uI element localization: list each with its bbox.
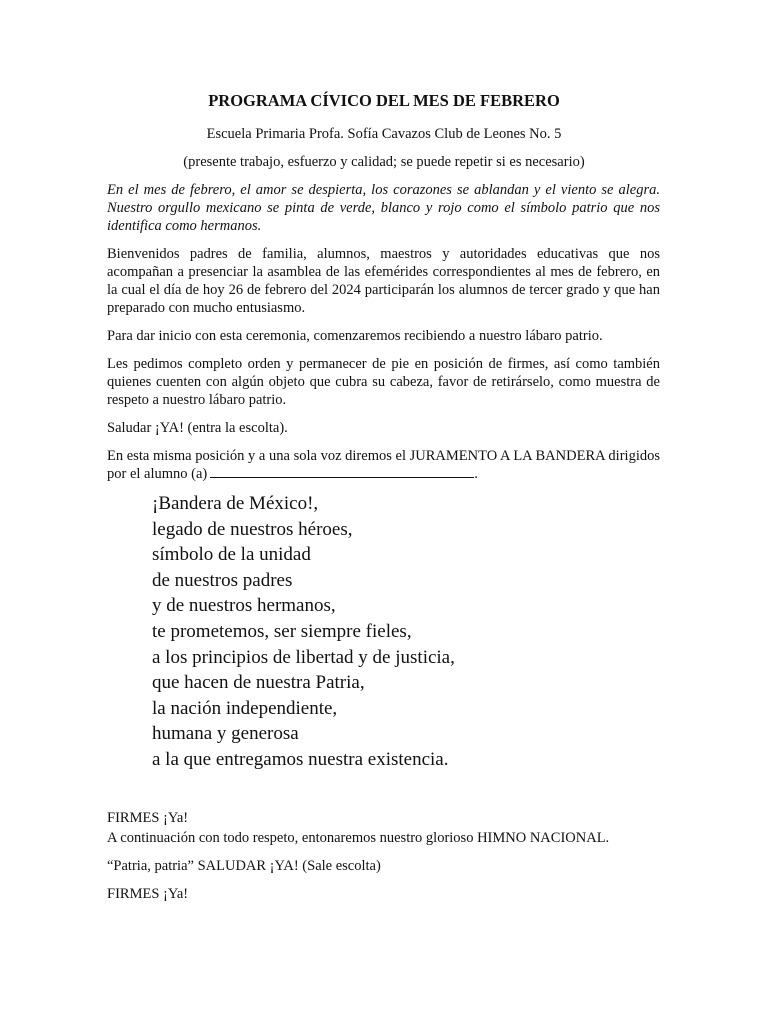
poem-line: a los principios de libertad y de justicia, [152,646,455,668]
student-name-blank-line [210,465,474,478]
flag-oath-poem [152,491,632,773]
patria-instruction: “Patria, patria” SALUDAR ¡YA! (Sale escolta) [107,858,381,874]
poem-line: de nuestros padres [152,569,293,591]
welcome-paragraph: Bienvenidos padres de familia, alumnos, maestros y autoridades educativas que nos acompañan a presenciar la asamblea de las efemérides correspondientes al mes de febrero, en la cual el día de hoy 26 de febrero del 2024 participarán los alumnos de tercer grado y que han preparado con mucho entusiasmo. [107,246,660,316]
oath-intro-end: . [474,466,478,482]
oath-intro-text: En esta misma posición y a una sola voz diremos el JURAMENTO A LA BANDERA dirigidos por el alumno (a) [107,448,660,482]
poem-line: la nación independiente, [152,697,338,719]
poem-line: símbolo de la unidad [152,544,311,566]
firmes-command: FIRMES ¡Ya! [107,886,189,902]
document-title: PROGRAMA CÍVICO DEL MES DE FEBRERO [208,91,560,110]
poem-line: ¡Bandera de México!, [152,493,319,514]
poem-line: legado de nuestros héroes, [152,518,353,540]
intro-paragraph: En el mes de febrero, el amor se despierta, los corazones se ablandan y el viento se alegra. Nuestro orgullo mexicano se pinta de verde, blanco y rojo como el símbolo patrio que nos identifica como hermanos. [107,182,660,234]
firmes-command: FIRMES ¡Ya! [107,810,189,826]
salute-instruction: Saludar ¡YA! (entra la escolta). [107,420,288,436]
school-name: Escuela Primaria Profa. Sofía Cavazos Club de Leones No. 5 [206,126,562,142]
anthem-paragraph: A continuación con todo respeto, entonaremos nuestro glorioso HIMNO NACIONAL. [107,830,610,846]
poem-line: que hacen de nuestra Patria, [152,672,365,694]
order-paragraph: Les pedimos completo orden y permanecer de pie en posición de firmes, así como también quienes cuenten con algún objeto que cubra su cabeza, favor de retirárselo, como muestra de respeto a nuestro lábaro patrio. [107,356,660,408]
oath-intro-paragraph [107,447,660,483]
poem-line: te prometemos, ser siempre fieles, [152,620,412,642]
document-subtitle: (presente trabajo, esfuerzo y calidad; se puede repetir si es necesario) [183,154,585,170]
poem-line: a la que entregamos nuestra existencia. [152,748,449,770]
poem-line: y de nuestros hermanos, [152,595,336,617]
ceremony-start-paragraph: Para dar inicio con esta ceremonia, comenzaremos recibiendo a nuestro lábaro patrio. [107,328,603,344]
poem-line: humana y generosa [152,723,299,745]
